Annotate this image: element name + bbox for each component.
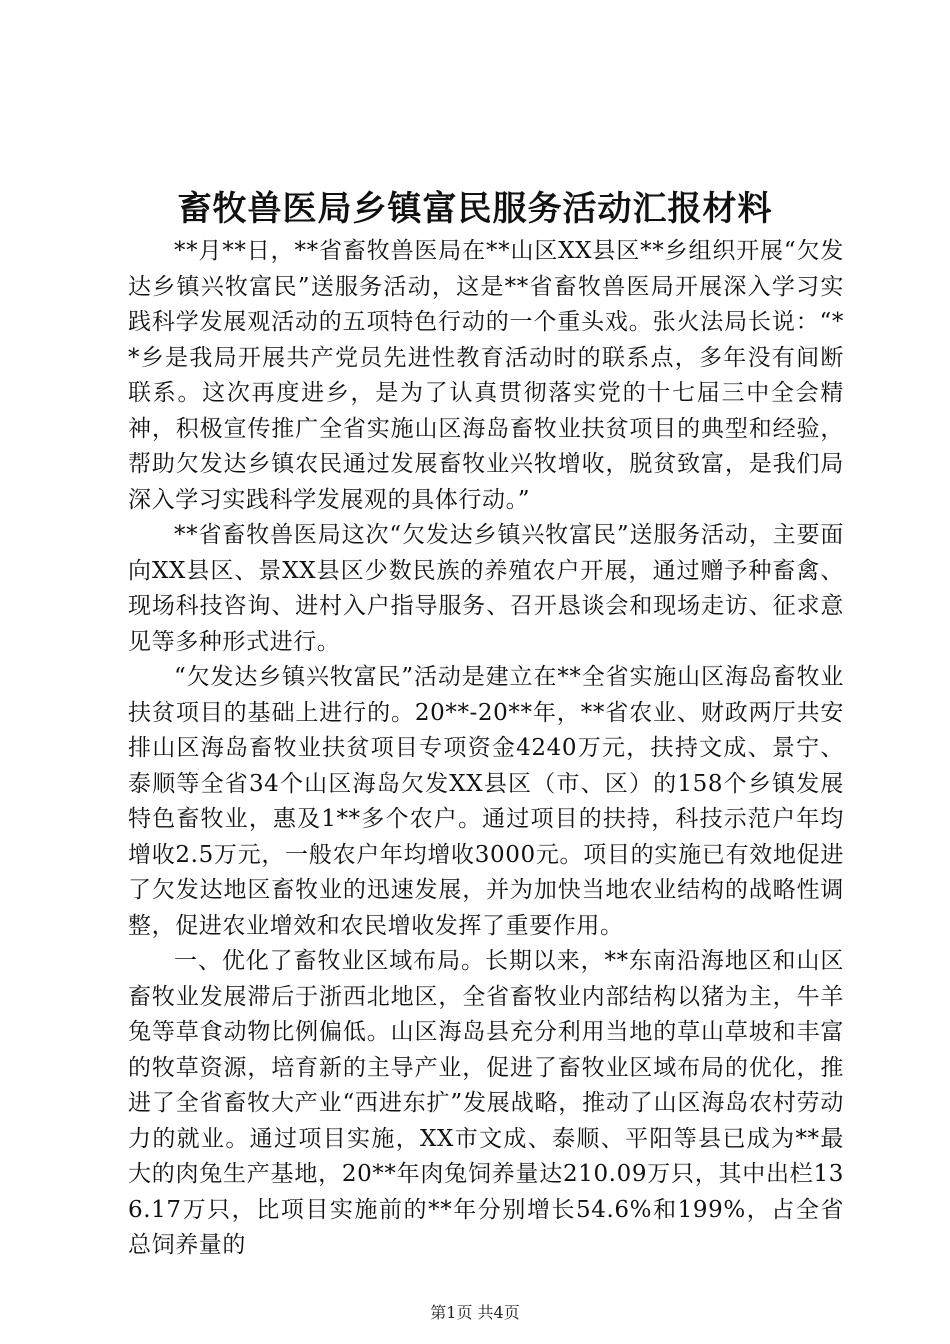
paragraph: “欠发达乡镇兴牧富民”活动是建立在**全省实施山区海岛畜牧业扶贫项目的基础上进行的。20**-20**年，**省农业、财政两厅共安排山区海岛畜牧业扶贫项目专项资金4240万元，扶持文成、景宁、泰顺等全省34个山区海岛欠发XX县区（市、区）的158个乡镇发展特色畜牧业，惠及1**多个农户。通过项目的扶持，科技示范户年均增收2.5万元，一般农户年均增收3000元。项目的实施已有效地促进了欠发达地区畜牧业的迅速发展，并为加快当地农业结构的战略性调整，促进农业增效和农民增收发挥了重要作用。 — [128, 664, 844, 939]
document-title: 畜牧兽医局乡镇富民服务活动汇报材料 — [177, 189, 773, 229]
document-body — [128, 234, 844, 1264]
page-number-footer: 第1页 共4页 — [430, 1303, 520, 1322]
paragraph: **月**日，**省畜牧兽医局在**山区XX县区**乡组织开展“欠发达乡镇兴牧富民”送服务活动，这是**省畜牧兽医局开展深入学习实践科学发展观活动的五项特色行动的一个重头戏。张火法局长说：“**乡是我局开展共产党员先进性教育活动时的联系点，多年没有间断联系。这次再度进乡，是为了认真贯彻落实党的十七届三中全会精神，积极宣传推广全省实施山区海岛畜牧业扶贫项目的典型和经验，帮助欠发达乡镇农民通过发展畜牧业兴牧增收，脱贫致富，是我们局深入学习实践科学发展观的具体行动。” — [128, 238, 844, 513]
paragraph: 一、优化了畜牧业区域布局。长期以来，**东南沿海地区和山区畜牧业发展滞后于浙西北地区，全省畜牧业内部结构以猪为主，牛羊兔等草食动物比例偏低。山区海岛县充分利用当地的草山草坡和丰富的牧草资源，培育新的主导产业，促进了畜牧业区域布局的优化，推进了全省畜牧大产业“西进东扩”发展战略，推动了山区海岛农村劳动力的就业。通过项目实施，XX市文成、泰顺、平阳等县已成为**最大的肉兔生产基地，20**年肉兔饲养量达210.09万只，其中出栏136.17万只，比项目实施前的**年分别增长54.6%和199%，占全省总饲养量的 — [128, 948, 844, 1258]
paragraph: **省畜牧兽医局这次“欠发达乡镇兴牧富民”送服务活动，主要面向XX县区、景XX县区少数民族的养殖农户开展，通过赠予种畜禽、现场科技咨询、进村入户指导服务、召开恳谈会和现场走访、征求意见等多种形式进行。 — [128, 522, 844, 655]
